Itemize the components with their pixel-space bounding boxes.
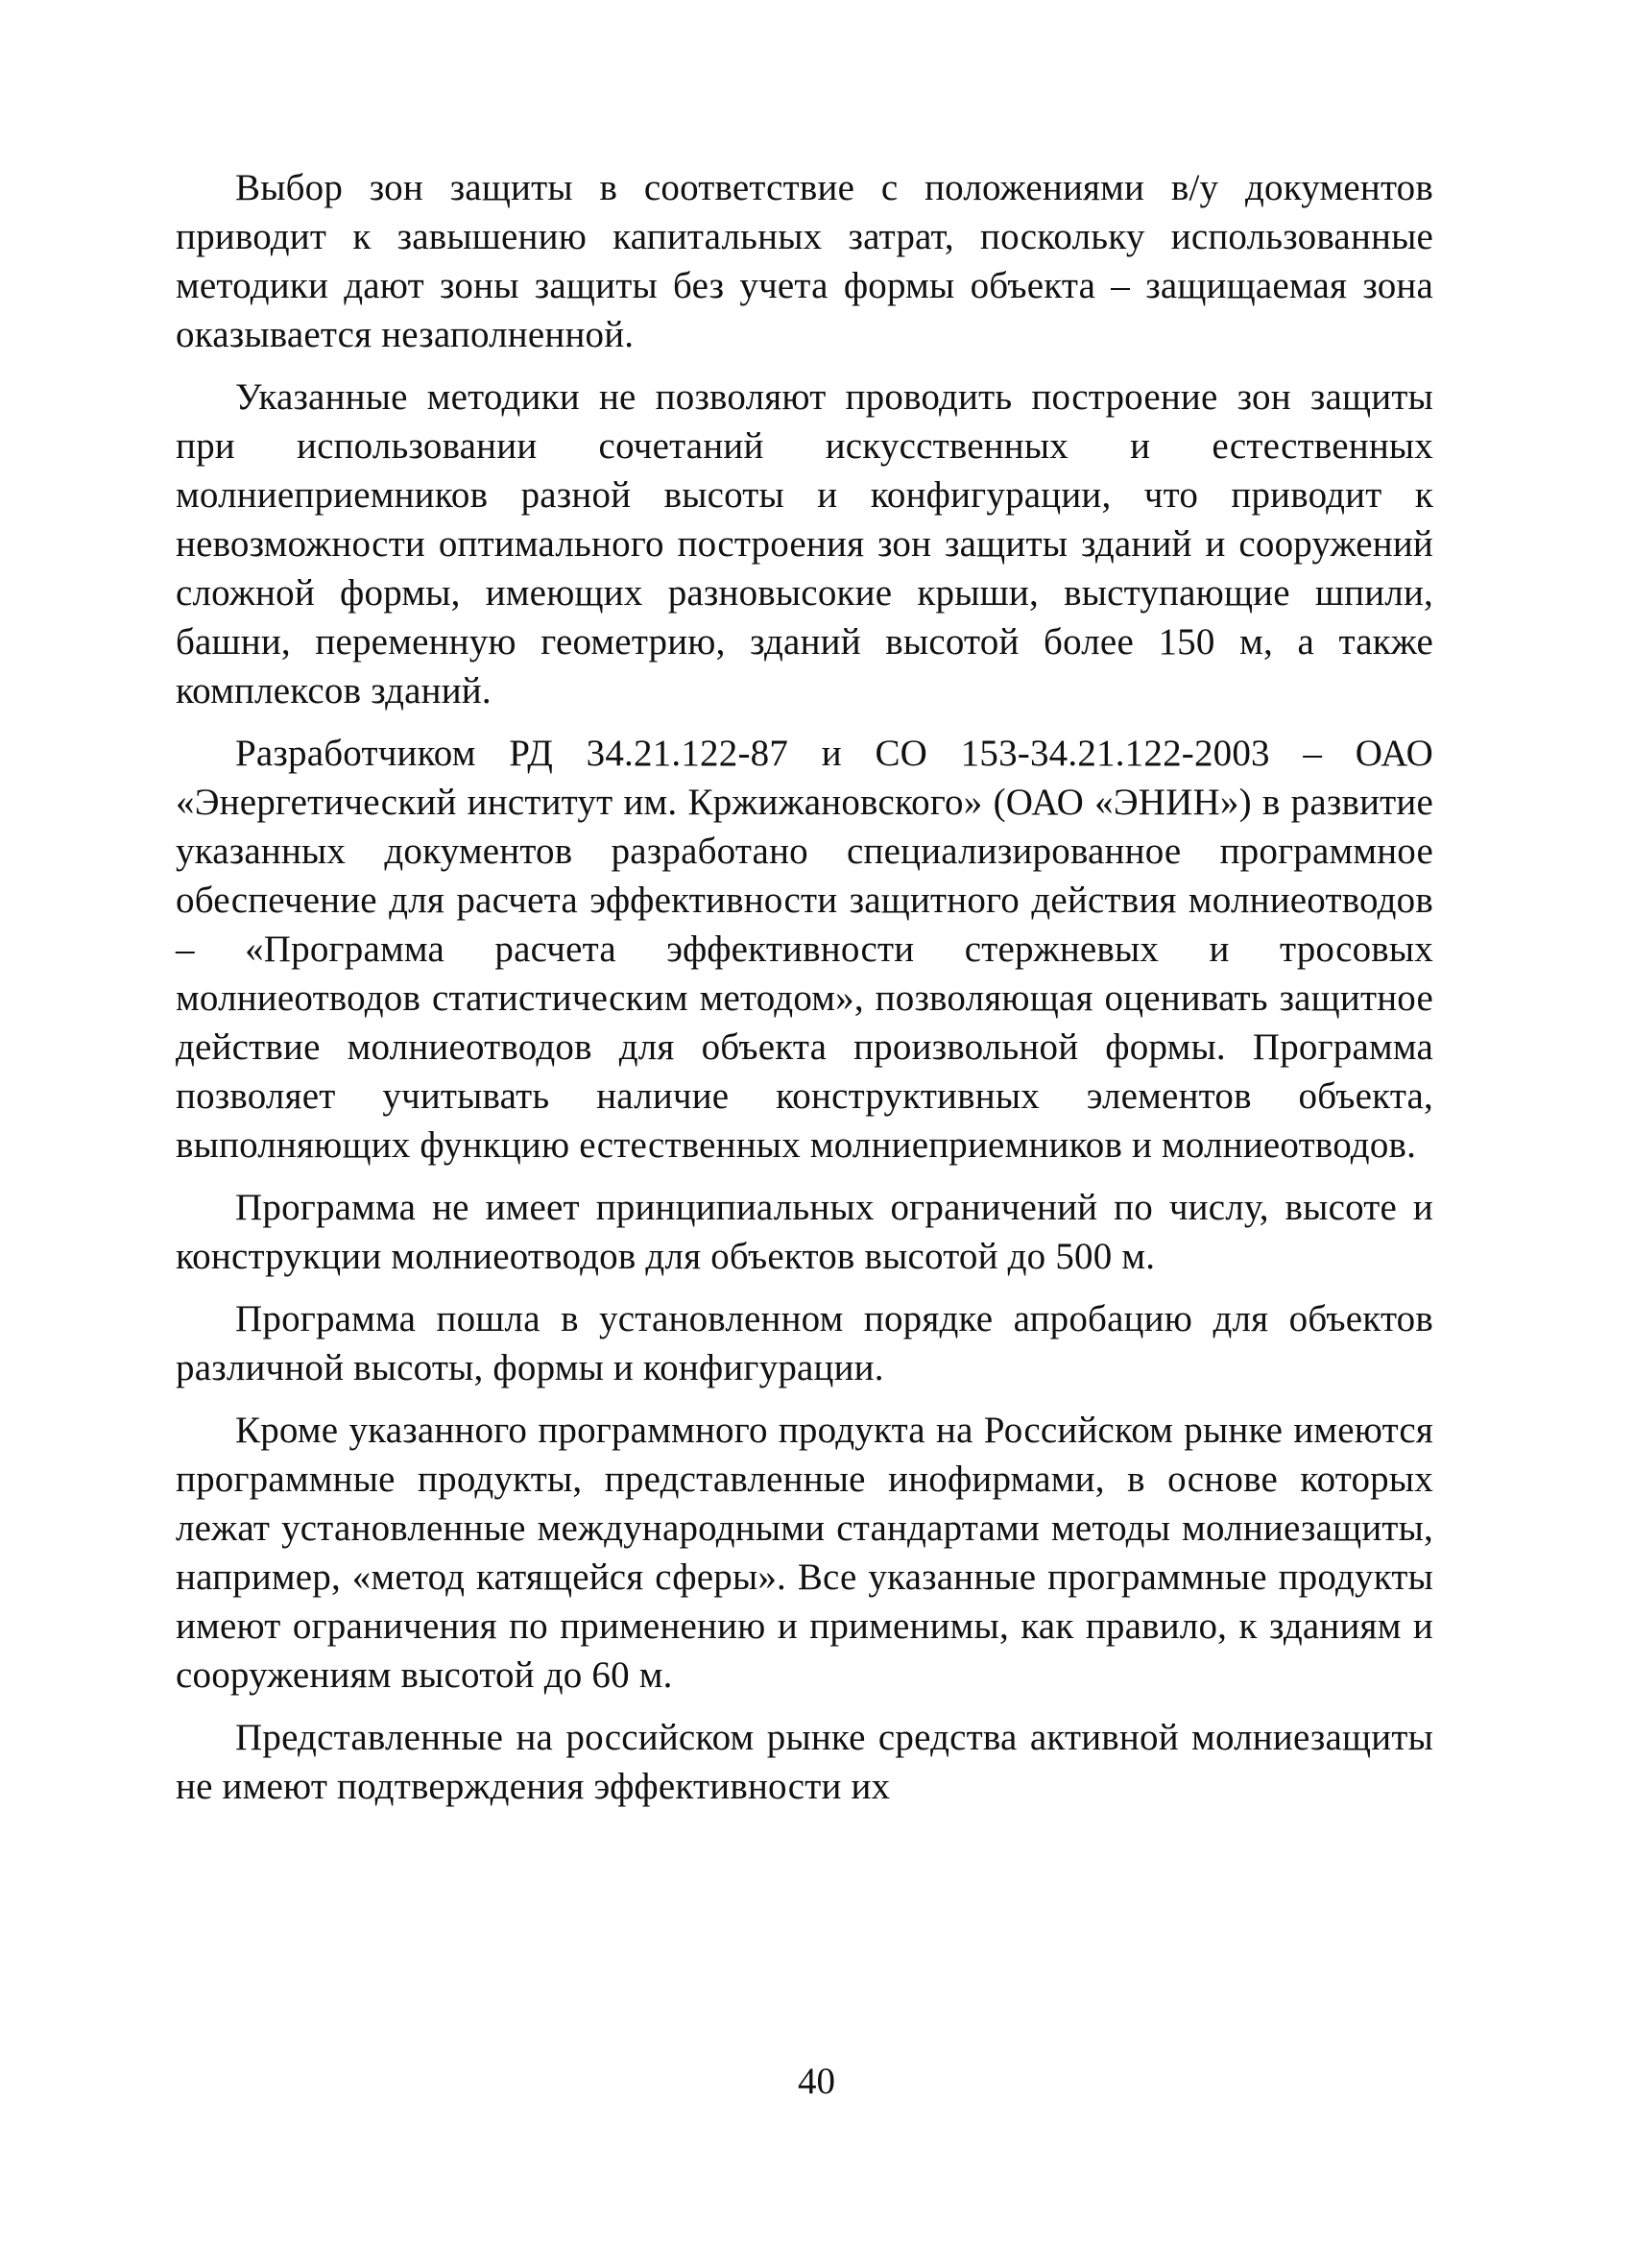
paragraph-zone-selection: Выбор зон защиты в соответствие с положениями в/у документов приводит к завышению капитальных затрат, поскольку использованные методики дают зоны защиты без учета формы объекта – защищаемая зона оказывается незаполненной. xyxy=(176,167,1433,355)
paragraph-methods-limitations: Указанные методики не позволяют проводить построение зон защиты при использовании сочетаний искусственных и естественных молниеприемников разной высоты и конфигурации, что приводит к невозможности оптимального построения зон защиты зданий и сооружений сложной формы, имеющих разновысокие крыши, выступающие шпили, башни, переменную геометрию, зданий высотой более 150 м, а также комплексов зданий. xyxy=(176,376,1433,712)
paragraph-program-approbation: Программа пошла в установленном порядке апробацию для объектов различной высоты, формы и конфигурации. xyxy=(176,1298,1433,1388)
paragraph-active-protection: Представленные на российском рынке средства активной молниезащиты не имеют подтверждения эффективности их xyxy=(176,1717,1433,1807)
page-number: 40 xyxy=(798,2061,835,2102)
paragraph-program-limits: Программа не имеет принципиальных ограничений по числу, высоте и конструкции молниеотводов для объектов высотой до 500 м. xyxy=(176,1187,1433,1277)
paragraph-foreign-products: Кроме указанного программного продукта на Российском рынке имеются программные продукты, представленные инофирмами, в основе которых лежат установленные международными стандартами методы молниезащиты, например, «метод катящейся сферы». Все указанные программные продукты имеют ограничения по применению и применимы, как правило, к зданиям и сооружениям высотой до 60 м. xyxy=(176,1410,1433,1696)
paragraph-developer-software: Разработчиком РД 34.21.122-87 и СО 153-34.21.122-2003 – ОАО «Энергетический институт им. Кржижановского» (ОАО «ЭНИН») в развитие указанных документов разработано специализированное программное обеспечение для расчета эффективности защитного действия молниеотводов – «Программа расчета эффективности стержневых и тросовых молниеотводов статистическим методом», позволяющая оценивать защитное действие молниеотводов для объекта произвольной формы. Программа позволяет учитывать наличие конструктивных элементов объекта, выполняющих функцию естественных молниеприемников и молниеотводов. xyxy=(176,733,1433,1166)
document-body xyxy=(176,163,1433,1824)
